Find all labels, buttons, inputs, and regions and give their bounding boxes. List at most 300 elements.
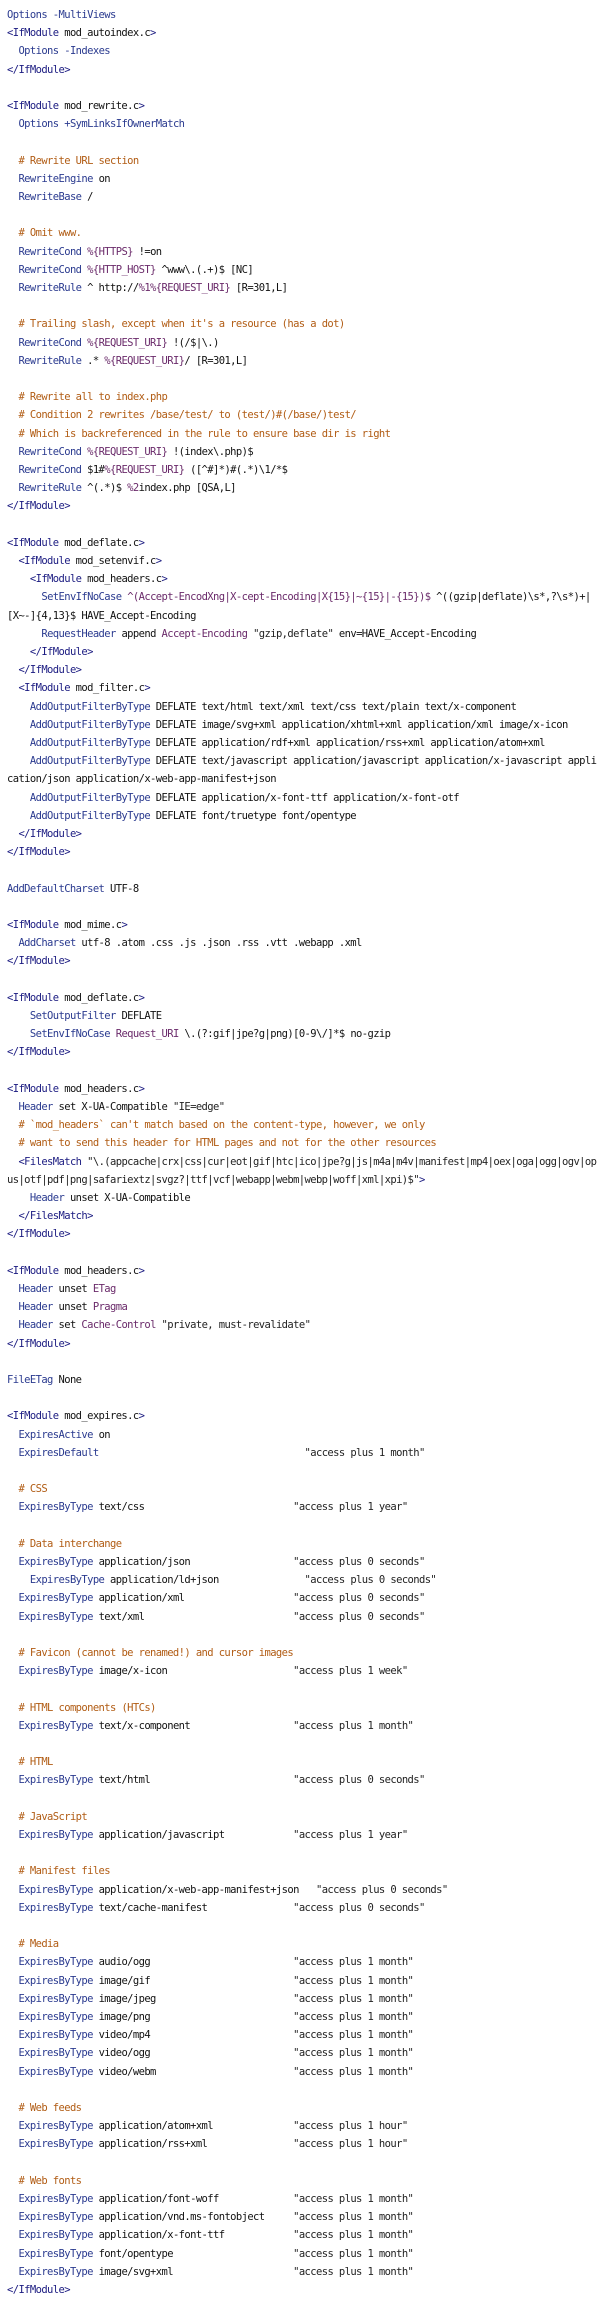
section-tag-token: <IfModule	[7, 991, 65, 1004]
code-line	[7, 1207, 600, 1225]
code-line	[7, 2208, 600, 2226]
directive-token: Header	[29, 1192, 65, 1205]
text-token: text/html	[92, 1774, 294, 1787]
directive-token: ExpiresActive	[18, 1428, 93, 1441]
code-line	[7, 1917, 600, 1935]
section-tag-token: </IfModule>	[7, 1228, 70, 1241]
text-token: unset	[52, 1283, 93, 1296]
code-line	[7, 1480, 600, 1498]
text-token	[7, 719, 30, 731]
variable-token: ETag	[92, 1283, 116, 1296]
code-line	[7, 2190, 600, 2208]
text-token: application/json	[92, 1556, 294, 1569]
code-line	[7, 1298, 600, 1316]
text-token: mod_headers.c	[64, 1082, 139, 1095]
code-line	[7, 261, 600, 279]
comment-token: # JavaScript	[7, 1810, 88, 1823]
text-token	[7, 646, 30, 658]
directive-token: ExpiresByType	[18, 2065, 93, 2078]
code-line	[7, 588, 600, 624]
section-tag-token: </IfModule>	[18, 664, 82, 677]
text-token	[7, 737, 30, 749]
text-token	[7, 2029, 18, 2041]
text-token	[7, 482, 18, 494]
text-token: ^(.*)$	[81, 482, 128, 495]
code-line	[7, 443, 600, 461]
text-token	[7, 828, 18, 840]
text-token	[7, 1574, 30, 1586]
directive-token: -Indexes	[64, 45, 111, 58]
directive-token: AddOutputFilterByType	[29, 755, 151, 768]
code-line	[7, 2172, 600, 2190]
code-line	[7, 1662, 600, 1680]
code-line	[7, 1699, 600, 1717]
string-token: "access plus 0 seconds"	[293, 1901, 425, 1914]
text-token: ^((gzip|deflate)\s*,?\s*)+|[X~-]{4,13}$ HAVE_Accept-Encoding	[7, 591, 591, 622]
string-token: "access plus 0 seconds"	[293, 1610, 425, 1623]
code-line	[7, 679, 600, 697]
section-tag-token: <IfModule	[7, 100, 65, 112]
text-token: DEFLATE text/javascript application/javascript application/x-javascript application/json application/x-web-app-manifest+json	[7, 755, 597, 786]
text-token	[7, 1447, 18, 1459]
variable-token: %{REQUEST_URI}	[87, 336, 168, 349]
text-token	[7, 282, 18, 294]
text-token: mod_headers.c	[64, 1264, 139, 1277]
text-token	[99, 1447, 305, 1459]
string-token: "access plus 1 hour"	[293, 2138, 408, 2151]
text-token	[7, 1720, 18, 1732]
text-token	[7, 1902, 18, 1914]
directive-token: +SymLinksIfOwnerMatch	[64, 118, 185, 131]
text-token: text/x-component	[92, 1719, 294, 1732]
code-line	[7, 2026, 600, 2044]
variable-token: Request_URI	[115, 1028, 179, 1041]
text-token: application/javascript	[92, 1829, 294, 1842]
code-line	[7, 861, 600, 879]
code-line	[7, 1862, 600, 1880]
directive-token: -MultiViews	[52, 9, 116, 21]
code-line	[7, 1389, 600, 1407]
string-token: "access plus 1 month"	[293, 2011, 414, 2024]
code-line	[7, 388, 600, 406]
code-line	[7, 1244, 600, 1262]
directive-token: AddOutputFilterByType	[29, 718, 151, 731]
variable-token: Cache-Control	[81, 1319, 156, 1332]
text-token	[7, 2266, 18, 2278]
code-line	[7, 1517, 600, 1535]
text-token: \.(?:gif|jpe?g|png)[0-9\/]*$ no-gzip	[178, 1028, 391, 1041]
directive-token: ExpiresByType	[18, 2265, 93, 2278]
text-token: !(index\.php)$	[167, 445, 254, 458]
text-token	[7, 682, 18, 694]
text-token: unset X-UA-Compatible	[64, 1192, 191, 1205]
code-line	[7, 6, 600, 24]
text-token: mod_setenvif.c	[75, 555, 156, 567]
text-token	[7, 755, 30, 767]
section-tag-token: <IfModule	[18, 682, 76, 695]
directive-token: ExpiresByType	[18, 1774, 93, 1787]
code-line	[7, 1990, 600, 2008]
text-token: video/mp4	[92, 2029, 294, 2042]
section-tag-token: <IfModule	[7, 1264, 65, 1277]
text-token	[7, 45, 18, 57]
comment-token: # Omit www.	[7, 227, 82, 240]
section-tag-token: <IfModule	[7, 1410, 65, 1423]
directive-token: ExpiresByType	[18, 1592, 93, 1605]
code-line	[7, 1680, 600, 1698]
text-token: text/css	[92, 1501, 294, 1514]
section-tag-token: >	[144, 682, 151, 695]
code-line	[7, 752, 600, 788]
directive-token: ExpiresByType	[18, 2029, 93, 2042]
text-token	[7, 173, 18, 185]
string-token: "access plus 1 month"	[293, 2047, 414, 2060]
text-token	[7, 1301, 18, 1313]
text-token: video/webm	[92, 2065, 294, 2078]
text-token: None	[52, 1374, 82, 1387]
string-token: "access plus 1 month"	[293, 2247, 414, 2260]
code-line	[7, 2154, 600, 2172]
comment-token: # Favicon (cannot be renamed!) and cursor images	[7, 1647, 294, 1660]
text-token	[7, 701, 30, 713]
code-line	[7, 133, 600, 151]
section-tag-token: <IfModule	[18, 555, 76, 567]
text-token: .*	[81, 354, 105, 367]
code-line	[7, 1735, 600, 1753]
code-line	[7, 2099, 600, 2117]
text-token	[7, 591, 41, 603]
variable-token: Pragma	[92, 1301, 128, 1314]
text-token	[7, 246, 18, 258]
text-token: mod_rewrite.c	[64, 100, 139, 112]
code-line	[7, 1153, 600, 1189]
directive-token: ExpiresByType	[18, 1974, 93, 1987]
text-token	[7, 2193, 18, 2205]
directive-token: Header	[18, 1319, 53, 1332]
code-line	[7, 1062, 600, 1080]
text-token: application/x-web-app-manifest+json	[92, 1883, 316, 1896]
string-token: "access plus 1 month"	[293, 2193, 414, 2206]
code-line	[7, 1608, 600, 1626]
text-token	[7, 1429, 18, 1441]
text-token: DEFLATE application/x-font-ttf application/x-font-otf	[150, 791, 460, 804]
text-token	[7, 2047, 18, 2059]
code-line	[7, 1080, 600, 1098]
text-token: !=on	[132, 245, 162, 258]
code-line	[7, 1280, 600, 1298]
section-tag-token: >	[155, 555, 162, 567]
directive-token: Options	[7, 9, 53, 21]
code-line	[7, 825, 600, 843]
section-tag-token: >	[138, 1410, 145, 1423]
string-token: "private, must-revalidate"	[161, 1319, 311, 1332]
text-token: audio/ogg	[92, 1956, 294, 1969]
code-line	[7, 807, 600, 825]
code-line	[7, 1935, 600, 1953]
string-token: "access plus 0 seconds"	[293, 1592, 425, 1605]
text-token	[7, 628, 41, 640]
section-tag-token: >	[418, 1173, 425, 1186]
code-line	[7, 2135, 600, 2153]
code-line	[7, 2008, 600, 2026]
directive-token: AddOutputFilterByType	[29, 791, 151, 804]
code-line	[7, 2117, 600, 2135]
text-token	[7, 1283, 18, 1295]
directive-token: ExpiresByType	[18, 1992, 93, 2005]
text-token: mod_deflate.c	[64, 991, 139, 1004]
text-token	[7, 337, 18, 349]
string-token: "access plus 1 month"	[293, 2229, 414, 2242]
directive-token: RequestHeader	[41, 627, 116, 640]
directive-token: Options	[18, 45, 65, 58]
code-line	[7, 1717, 600, 1735]
code-line	[7, 698, 600, 716]
text-token: application/rss+xml	[92, 2138, 294, 2151]
code-line	[7, 2281, 600, 2299]
code-line	[7, 1535, 600, 1553]
comment-token: # Which is backreferenced in the rule to ensure base dir is right	[7, 427, 391, 440]
code-line	[7, 297, 600, 315]
comment-token: # Trailing slash, except when it's a resource (has a dot)	[7, 318, 345, 331]
code-line	[7, 170, 600, 188]
code-line	[7, 243, 600, 261]
comment-token: # Condition 2 rewrites /base/test/ to (test/)#(/base/)test/	[7, 409, 357, 422]
variable-token: Accept-Encoding	[161, 627, 248, 640]
section-tag-token: </IfModule>	[29, 646, 93, 659]
section-tag-token: >	[121, 919, 128, 932]
comment-token: # Rewrite URL section	[7, 154, 139, 167]
text-token	[7, 1556, 18, 1568]
code-line	[7, 1589, 600, 1607]
code-line	[7, 2263, 600, 2281]
directive-token: RewriteCond	[18, 464, 82, 476]
string-token: "access plus 1 hour"	[293, 2120, 408, 2133]
section-tag-token: >	[150, 27, 156, 40]
code-line	[7, 898, 600, 916]
code-line	[7, 1626, 600, 1644]
section-tag-token: </IfModule>	[7, 2284, 70, 2297]
variable-token: %{REQUEST_URI}	[104, 464, 185, 476]
text-token	[7, 1611, 18, 1623]
variable-token: %{REQUEST_URI}	[104, 354, 185, 367]
code-line	[7, 1407, 600, 1425]
code-line	[7, 1189, 600, 1207]
variable-token: %1%{REQUEST_URI}	[138, 282, 231, 294]
directive-token: RewriteCond	[18, 445, 82, 458]
text-token	[7, 1501, 18, 1513]
code-line	[7, 1972, 600, 1990]
text-token	[7, 264, 18, 276]
text-token	[7, 1028, 30, 1040]
comment-token: # Data interchange	[7, 1537, 122, 1550]
text-token	[7, 792, 30, 804]
variable-token: ^(Accept-EncodXng|X-cept-Encoding|X{15}|~{15}|-{15})$	[127, 591, 431, 604]
text-token: set	[52, 1319, 82, 1332]
directive-token: RewriteCond	[18, 263, 82, 276]
text-token: unset	[52, 1301, 93, 1314]
string-token: "access plus 1 month"	[293, 2065, 414, 2078]
comment-token: # Web feeds	[7, 2102, 82, 2115]
text-token	[7, 1156, 18, 1168]
text-token	[7, 1665, 18, 1677]
directive-token: ExpiresByType	[18, 1901, 93, 1914]
text-token	[7, 191, 18, 203]
text-token	[7, 2011, 18, 2023]
code-line	[7, 716, 600, 734]
code-line	[7, 334, 600, 352]
code-line	[7, 406, 600, 424]
section-tag-token: <FilesMatch	[18, 1155, 88, 1168]
text-token: on	[92, 172, 111, 185]
code-line	[7, 1808, 600, 1826]
section-tag-token: </IfModule>	[7, 955, 70, 968]
code-line	[7, 279, 600, 297]
code-line	[7, 1899, 600, 1917]
directive-token: ExpiresByType	[18, 2229, 93, 2242]
string-token: "access plus 1 month"	[293, 1992, 414, 2005]
string-token: "access plus 1 month"	[293, 2265, 414, 2278]
code-line	[7, 1316, 600, 1334]
code-line	[7, 789, 600, 807]
code-line	[7, 61, 600, 79]
string-token: "access plus 1 month"	[293, 1974, 414, 1987]
text-token: image/jpeg	[92, 1992, 294, 2005]
code-line	[7, 497, 600, 515]
text-token	[7, 1192, 30, 1204]
text-token	[7, 1592, 18, 1604]
text-token: ^www\.(.+)$ [NC]	[155, 263, 254, 276]
code-line	[7, 352, 600, 370]
code-line	[7, 1644, 600, 1662]
text-token	[7, 355, 18, 367]
text-token: application/ld+json	[104, 1574, 305, 1587]
code-line	[7, 2226, 600, 2244]
code-line	[7, 661, 600, 679]
code-line	[7, 1753, 600, 1771]
code-line	[7, 934, 600, 952]
directive-token: RewriteCond	[18, 245, 82, 258]
text-token	[7, 937, 18, 949]
text-token	[7, 446, 18, 458]
text-token: / [R=301,L]	[184, 354, 248, 367]
string-token: "access plus 0 seconds"	[293, 1774, 425, 1787]
comment-token: # Web fonts	[7, 2174, 82, 2187]
text-token	[7, 2248, 18, 2260]
directive-token: FileETag	[7, 1374, 53, 1387]
text-token: DEFLATE font/truetype font/opentype	[150, 809, 357, 822]
code-line	[7, 971, 600, 989]
section-tag-token: </FilesMatch>	[18, 1210, 93, 1223]
section-tag-token: >	[161, 573, 168, 586]
directive-token: ExpiresByType	[18, 1956, 93, 1969]
code-line	[7, 115, 600, 133]
code-line	[7, 1025, 600, 1043]
string-token: "access plus 0 seconds"	[315, 1883, 448, 1896]
code-line	[7, 1462, 600, 1480]
code-line	[7, 1444, 600, 1462]
text-token	[7, 1774, 18, 1786]
text-token: image/svg+xml	[92, 2265, 294, 2278]
text-token	[7, 1975, 18, 1987]
variable-token: %{REQUEST_URI}	[87, 445, 168, 458]
code-line	[7, 1335, 600, 1353]
directive-token: ExpiresByType	[18, 1556, 93, 1569]
section-tag-token: >	[138, 100, 145, 112]
section-tag-token: <IfModule	[29, 573, 88, 586]
text-token: !(/$|\.)	[167, 336, 219, 349]
string-token: "IE=edge"	[172, 1101, 225, 1114]
comment-token: # Manifest files	[7, 1865, 110, 1878]
text-token: ^ http://	[81, 282, 139, 294]
directive-token: RewriteRule	[18, 354, 82, 367]
code-line	[7, 1553, 600, 1571]
text-token: image/png	[92, 2011, 294, 2024]
string-token: "access plus 1 month"	[293, 2211, 414, 2224]
text-token: text/xml	[92, 1610, 294, 1623]
string-token: "access plus 1 week"	[293, 1665, 408, 1678]
string-token: "access plus 0 seconds"	[304, 1574, 437, 1587]
directive-token: Options	[18, 118, 65, 131]
directive-token: ExpiresByType	[18, 1883, 93, 1896]
section-tag-token: <IfModule	[7, 1082, 65, 1095]
text-token: on	[92, 1428, 111, 1441]
text-token: UTF-8	[104, 882, 139, 895]
directive-token: AddCharset	[18, 937, 76, 950]
text-token	[7, 810, 30, 822]
code-line	[7, 734, 600, 752]
text-token	[7, 664, 18, 676]
text-token	[7, 2120, 18, 2132]
string-token: "access plus 1 month"	[293, 2029, 414, 2042]
text-token: set X-UA-Compatible	[52, 1101, 173, 1114]
code-line	[7, 1371, 600, 1389]
code-line	[7, 224, 600, 242]
text-token: /	[81, 191, 93, 203]
variable-token: %{HTTP_HOST}	[87, 263, 156, 276]
code-line	[7, 370, 600, 388]
text-token: font/opentype	[92, 2247, 294, 2260]
variable-token: %{HTTPS}	[87, 245, 133, 258]
text-token: mod_mime.c	[64, 919, 122, 932]
directive-token: ExpiresByType	[18, 1829, 93, 1842]
text-token: append	[115, 627, 162, 640]
code-line	[7, 1134, 600, 1152]
text-token: application/atom+xml	[92, 2120, 294, 2133]
text-token	[7, 1884, 18, 1896]
code-line	[7, 1953, 600, 1971]
section-tag-token: <IfModule	[7, 27, 65, 40]
code-line	[7, 880, 600, 898]
directive-token: ExpiresByType	[29, 1574, 105, 1587]
section-tag-token: <IfModule	[7, 536, 65, 549]
text-token	[7, 118, 18, 130]
directive-token: AddDefaultCharset	[7, 882, 105, 895]
text-token	[7, 573, 30, 585]
section-tag-token: >	[138, 1264, 145, 1277]
text-token	[7, 1319, 18, 1331]
code-line	[7, 1225, 600, 1243]
string-token: "access plus 1 year"	[293, 1829, 408, 1842]
directive-token: ExpiresByType	[18, 2247, 93, 2260]
text-token: index.php [QSA,L]	[138, 482, 236, 495]
directive-token: RewriteRule	[18, 482, 82, 495]
directive-token: SetOutputFilter	[29, 1010, 116, 1023]
code-line	[7, 1098, 600, 1116]
section-tag-token: </IfModule>	[7, 1046, 70, 1059]
text-token: mod_filter.c	[75, 682, 145, 695]
code-line	[7, 516, 600, 534]
code-line	[7, 1116, 600, 1134]
